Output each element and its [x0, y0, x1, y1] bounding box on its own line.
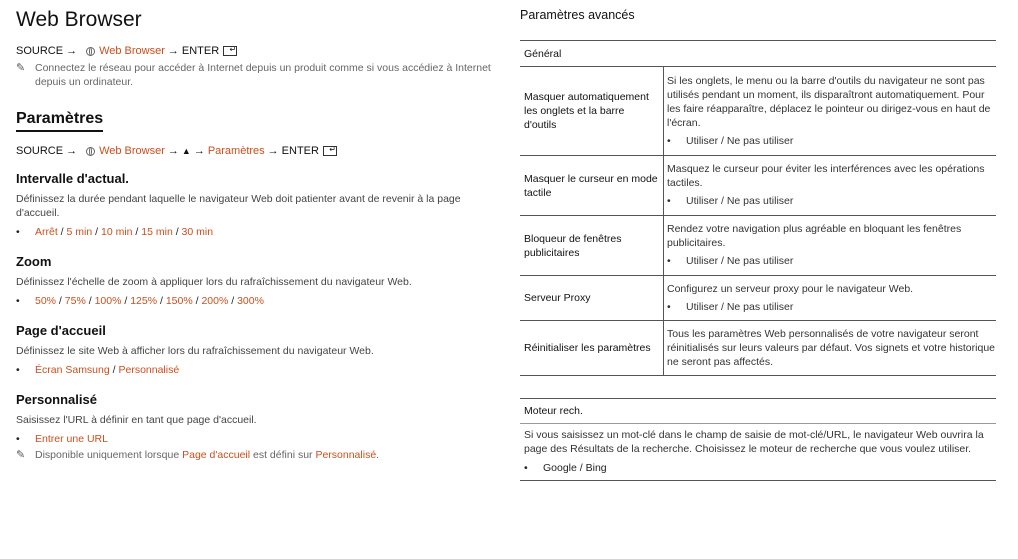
note-link-homepage[interactable]: Page d'accueil	[182, 449, 251, 461]
info-note	[16, 61, 496, 89]
source-label: SOURCE	[16, 45, 64, 57]
row-option: Utiliser / Ne pas utiliser	[686, 195, 794, 207]
homepage-section	[16, 322, 496, 377]
option-personnalise[interactable]: Personnalisé	[118, 364, 180, 376]
page-title: Web Browser	[16, 8, 142, 31]
table-row	[520, 216, 996, 276]
table-row	[520, 67, 996, 156]
interval-section	[16, 170, 496, 239]
row-option: Utiliser / Ne pas utiliser	[686, 255, 794, 267]
enter-icon	[323, 146, 337, 156]
homepage-desc: Définissez le site Web à afficher lors du rafraîchissement du navigateur Web.	[16, 345, 374, 357]
option-15min[interactable]: 15 min	[141, 226, 173, 238]
table-row	[520, 276, 996, 321]
option-zoom-200[interactable]: 200%	[201, 295, 229, 307]
source-label: SOURCE	[16, 145, 64, 157]
general-header: Général	[520, 41, 996, 67]
row-content: Masquez le curseur pour éviter les interférences avec les opérations tactiles. • Utiliser / Ne pas utiliser	[664, 156, 997, 216]
globe-icon	[86, 147, 95, 156]
zoom-desc: Définissez l'échelle de zoom à appliquer lors du rafraîchissement du navigateur Web.	[16, 276, 412, 288]
table-row	[520, 156, 996, 216]
enter-icon	[223, 46, 237, 56]
globe-icon	[86, 47, 95, 56]
option-enter-url[interactable]: Entrer une URL	[35, 433, 108, 445]
source-path: SOURCE → Web Browser → ENTER ↵	[16, 44, 496, 58]
zoom-heading: Zoom	[16, 254, 52, 269]
row-content: Rendez votre navigation plus agréable en bloquant les fenêtres publicitaires. • Utiliser / Ne pas utiliser	[664, 216, 997, 276]
row-option: Utiliser / Ne pas utiliser	[686, 134, 794, 147]
table-row	[520, 321, 996, 376]
pencil-icon: ✎	[16, 449, 26, 461]
row-label: Masquer automatiquement les onglets et la barre d'outils	[520, 67, 664, 156]
enter-label: ENTER	[281, 145, 319, 157]
web-browser-link[interactable]: Web Browser	[99, 145, 165, 157]
row-text: Configurez un serveur proxy pour le navigateur Web.	[667, 282, 914, 295]
homepage-options: • Écran Samsung / Personnalisé	[16, 364, 180, 376]
search-engine-option: Google / Bing	[543, 462, 607, 474]
option-arret[interactable]: Arrêt	[35, 226, 58, 238]
custom-note	[16, 448, 496, 462]
up-arrow-icon: ▲	[181, 146, 191, 156]
custom-options: • Entrer une URL	[16, 433, 108, 445]
custom-heading: Personnalisé	[16, 392, 97, 407]
zoom-section	[16, 253, 496, 308]
option-zoom-100[interactable]: 100%	[94, 295, 122, 307]
web-browser-link[interactable]: Web Browser	[99, 45, 165, 57]
note-link-personnalise[interactable]: Personnalisé	[315, 449, 377, 461]
right-column	[520, 6, 996, 481]
row-content: Si les onglets, le menu ou la barre d'outils du navigateur ne sont pas utilisés pendant un moment, ils disparaîtront automatiquement. Pour les faire réapparaître, déplacez le pointeur ou dirigez-vous en haut de l'écran. • Utiliser / Ne pas utiliser	[664, 67, 997, 156]
option-zoom-50[interactable]: 50%	[35, 295, 57, 307]
row-text: Masquez le curseur pour éviter les interférences avec les opérations tactiles.	[667, 163, 985, 189]
search-engine-section	[520, 398, 996, 481]
row-label: Serveur Proxy	[520, 276, 664, 321]
row-text: Rendez votre navigation plus agréable en bloquant les fenêtres publicitaires.	[667, 223, 962, 249]
homepage-heading: Page d'accueil	[16, 323, 106, 338]
option-10min[interactable]: 10 min	[100, 226, 133, 238]
option-zoom-150[interactable]: 150%	[165, 295, 193, 307]
row-content: Configurez un serveur proxy pour le navigateur Web. • Utiliser / Ne pas utiliser	[664, 276, 997, 321]
row-content	[664, 321, 997, 376]
row-text: Si les onglets, le menu ou la barre d'outils du navigateur ne sont pas utilisés pendant un moment, ils disparaîtront automatiquement. Pour les faire réapparaître, déplacez le pointeur ou dirigez-vous en haut de l'écran.	[667, 74, 991, 129]
interval-heading: Intervalle d'actual.	[16, 171, 129, 186]
pencil-icon: ✎	[16, 62, 26, 74]
option-5min[interactable]: 5 min	[66, 226, 93, 238]
zoom-options: • 50% / 75% / 100% / 125% / 150% / 200% / 300%	[16, 295, 264, 307]
option-30min[interactable]: 30 min	[181, 226, 214, 238]
row-text: Tous les paramètres Web personnalisés de votre navigateur seront réinitialisés sur leurs valeurs par défaut. Vos signets et votre historique ne seront pas affectés.	[667, 327, 995, 368]
option-zoom-300[interactable]: 300%	[237, 295, 264, 307]
row-label: Réinitialiser les paramètres	[520, 321, 664, 376]
note-text: est défini sur	[253, 449, 313, 461]
enter-label: ENTER	[181, 45, 220, 57]
custom-section	[16, 391, 496, 462]
row-label: Masquer le curseur en mode tactile	[520, 156, 664, 216]
note-text: Disponible uniquement lorsque	[35, 449, 180, 461]
search-engine-text: Si vous saisissez un mot-clé dans le champ de saisie de mot-clé/URL, le navigateur Web ouvrira la page des Résultats de la recherche. Choisissez le moteur de recherche que vous voulez utiliser.	[524, 429, 984, 455]
note-text: Connectez le réseau pour accéder à Internet depuis un produit comme si vous accédiez à Internet depuis un ordinateur.	[35, 62, 491, 88]
option-zoom-125[interactable]: 125%	[130, 295, 158, 307]
left-column	[16, 6, 496, 462]
advanced-settings-table	[520, 40, 996, 376]
row-label: Bloqueur de fenêtres publicitaires	[520, 216, 664, 276]
search-engine-options: • Google / Bing	[524, 462, 607, 474]
advanced-settings-title: Paramètres avancés	[520, 8, 635, 22]
note-text: .	[376, 449, 380, 461]
params-path: SOURCE → Web Browser → ▲ → Paramètres → ENTER ↵	[16, 144, 496, 158]
interval-options: • Arrêt / 5 min / 10 min / 15 min / 30 min	[16, 226, 214, 238]
row-option: Utiliser / Ne pas utiliser	[686, 300, 794, 313]
parametres-heading: Paramètres	[16, 109, 103, 132]
interval-desc: Définissez la durée pendant laquelle le navigateur Web doit patienter avant de revenir à la page d'accueil.	[16, 193, 461, 219]
parametres-link[interactable]: Paramètres	[207, 145, 265, 157]
option-zoom-75[interactable]: 75%	[64, 295, 86, 307]
custom-desc: Saisissez l'URL à définir en tant que page d'accueil.	[16, 414, 257, 426]
option-ecran-samsung[interactable]: Écran Samsung	[35, 364, 110, 376]
search-engine-heading: Moteur rech.	[520, 399, 996, 424]
